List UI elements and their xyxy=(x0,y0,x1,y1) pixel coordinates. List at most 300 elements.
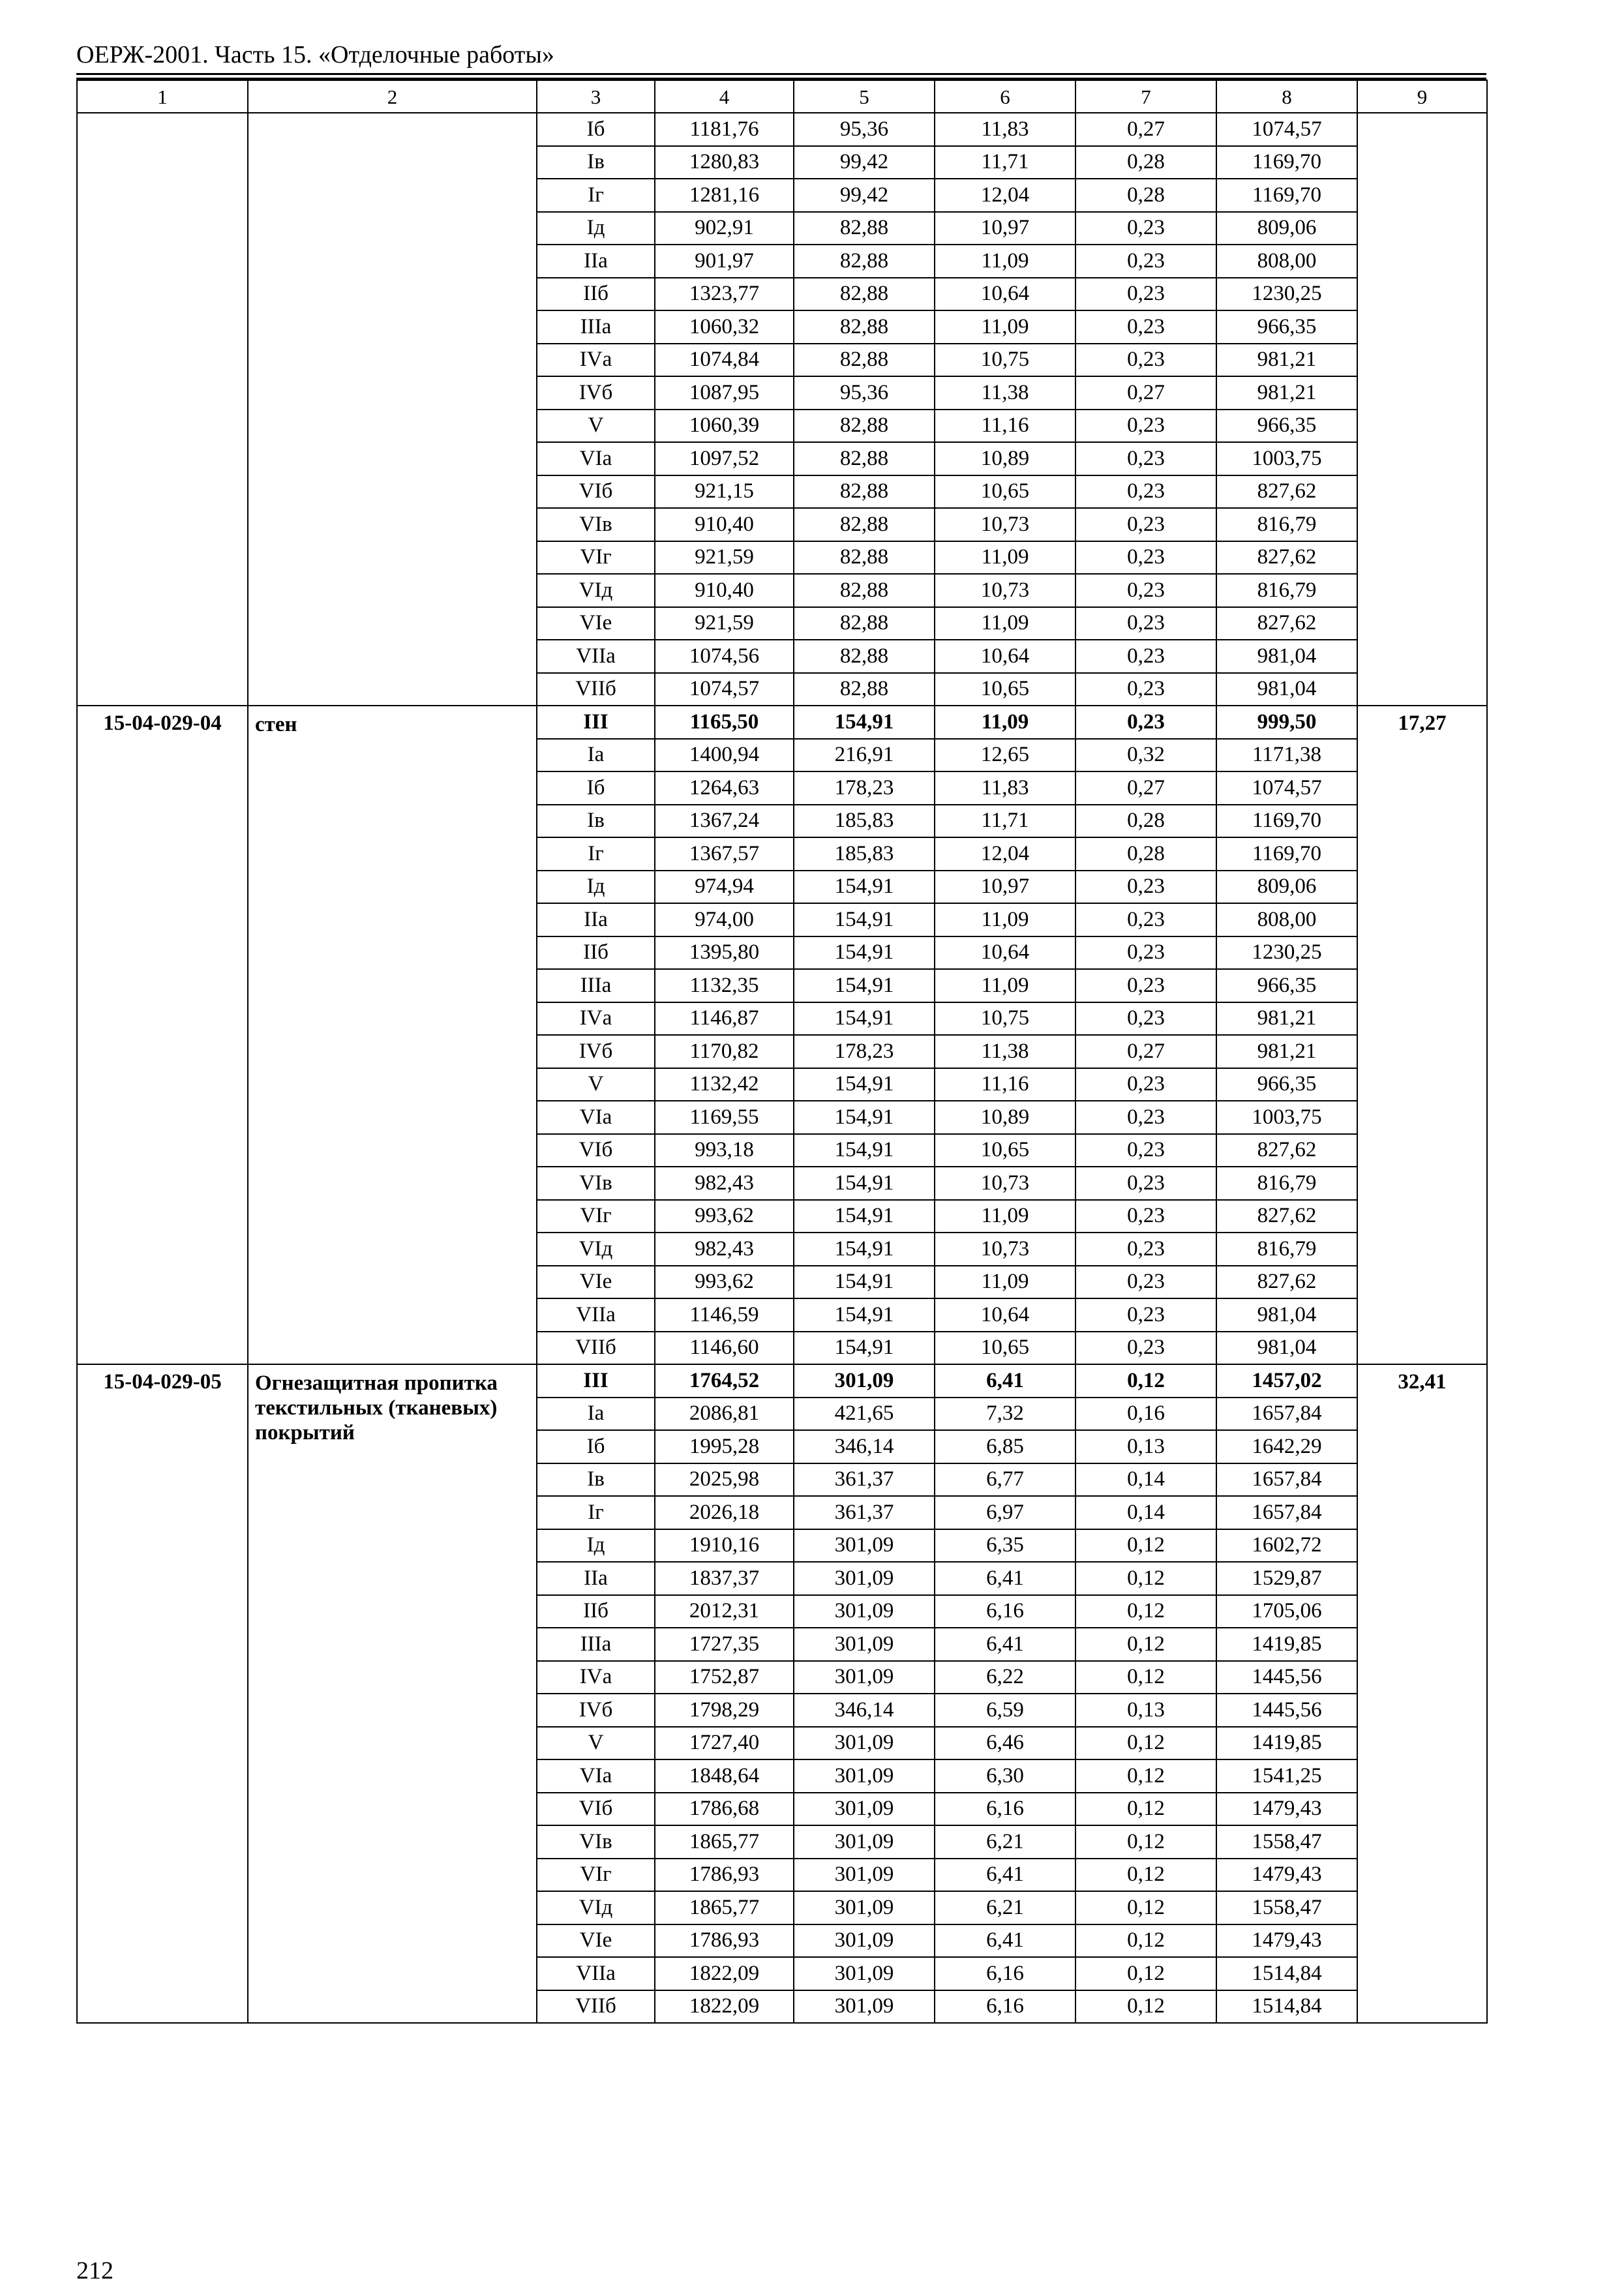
machine-operation: 11,09 xyxy=(935,706,1075,739)
region-zone: Iг xyxy=(537,1496,655,1529)
region-zone: Iг xyxy=(537,179,655,212)
worker-wages: 178,23 xyxy=(794,771,935,805)
materials-cost: 1558,47 xyxy=(1216,1891,1357,1924)
driver-wages: 0,23 xyxy=(1075,1298,1216,1332)
driver-wages: 0,23 xyxy=(1075,344,1216,377)
region-zone: IIб xyxy=(537,936,655,970)
direct-cost: 1848,64 xyxy=(655,1759,794,1793)
driver-wages: 0,23 xyxy=(1075,1134,1216,1167)
machine-operation: 11,09 xyxy=(935,607,1075,640)
driver-wages: 0,12 xyxy=(1075,1759,1216,1793)
direct-cost: 1146,60 xyxy=(655,1332,794,1365)
price-index: 32,41 xyxy=(1357,1364,1487,2023)
worker-wages: 185,83 xyxy=(794,805,935,838)
worker-wages: 154,91 xyxy=(794,1233,935,1266)
worker-wages: 154,91 xyxy=(794,1002,935,1036)
machine-operation: 11,38 xyxy=(935,1035,1075,1068)
worker-wages: 82,88 xyxy=(794,475,935,509)
machine-operation: 11,83 xyxy=(935,113,1075,146)
driver-wages: 0,23 xyxy=(1075,1332,1216,1365)
materials-cost: 999,50 xyxy=(1216,706,1357,739)
driver-wages: 0,27 xyxy=(1075,113,1216,146)
materials-cost: 1074,57 xyxy=(1216,771,1357,805)
region-zone: V xyxy=(537,410,655,443)
region-zone: VIIб xyxy=(537,1990,655,2024)
materials-cost: 981,04 xyxy=(1216,1298,1357,1332)
materials-cost: 816,79 xyxy=(1216,1233,1357,1266)
driver-wages: 0,28 xyxy=(1075,146,1216,179)
worker-wages: 154,91 xyxy=(794,871,935,904)
region-zone: VIг xyxy=(537,1859,655,1892)
region-zone: VIIб xyxy=(537,673,655,706)
driver-wages: 0,23 xyxy=(1075,410,1216,443)
worker-wages: 361,37 xyxy=(794,1496,935,1529)
materials-cost: 981,21 xyxy=(1216,344,1357,377)
direct-cost: 974,94 xyxy=(655,871,794,904)
machine-operation: 10,65 xyxy=(935,1134,1075,1167)
direct-cost: 2026,18 xyxy=(655,1496,794,1529)
driver-wages: 0,23 xyxy=(1075,1167,1216,1200)
materials-cost: 981,04 xyxy=(1216,673,1357,706)
worker-wages: 178,23 xyxy=(794,1035,935,1068)
direct-cost: 1060,32 xyxy=(655,310,794,344)
region-zone: Iб xyxy=(537,113,655,146)
driver-wages: 0,23 xyxy=(1075,245,1216,278)
driver-wages: 0,27 xyxy=(1075,1035,1216,1068)
driver-wages: 0,12 xyxy=(1075,1364,1216,1398)
materials-cost: 827,62 xyxy=(1216,607,1357,640)
machine-operation: 10,73 xyxy=(935,1167,1075,1200)
direct-cost: 910,40 xyxy=(655,508,794,541)
materials-cost: 1445,56 xyxy=(1216,1694,1357,1727)
worker-wages: 154,91 xyxy=(794,1200,935,1233)
worker-wages: 154,91 xyxy=(794,706,935,739)
worker-wages: 154,91 xyxy=(794,1266,935,1299)
driver-wages: 0,23 xyxy=(1075,1002,1216,1036)
machine-operation: 12,04 xyxy=(935,179,1075,212)
worker-wages: 421,65 xyxy=(794,1398,935,1431)
driver-wages: 0,23 xyxy=(1075,574,1216,607)
driver-wages: 0,23 xyxy=(1075,1200,1216,1233)
worker-wages: 82,88 xyxy=(794,508,935,541)
direct-cost: 1822,09 xyxy=(655,1957,794,1990)
region-zone: VIа xyxy=(537,442,655,475)
machine-operation: 12,04 xyxy=(935,837,1075,871)
direct-cost: 1060,39 xyxy=(655,410,794,443)
direct-cost: 1132,42 xyxy=(655,1068,794,1101)
materials-cost: 981,04 xyxy=(1216,1332,1357,1365)
direct-cost: 1798,29 xyxy=(655,1694,794,1727)
item-name: Огнезащитная пропитка текстильных (тканевых) покрытий xyxy=(248,1364,537,2023)
driver-wages: 0,23 xyxy=(1075,1101,1216,1134)
materials-cost: 1479,43 xyxy=(1216,1924,1357,1958)
materials-cost: 1514,84 xyxy=(1216,1990,1357,2024)
materials-cost: 1657,84 xyxy=(1216,1398,1357,1431)
driver-wages: 0,23 xyxy=(1075,1233,1216,1266)
worker-wages: 154,91 xyxy=(794,1332,935,1365)
worker-wages: 301,09 xyxy=(794,1661,935,1694)
direct-cost: 982,43 xyxy=(655,1167,794,1200)
machine-operation: 10,65 xyxy=(935,1332,1075,1365)
materials-cost: 1230,25 xyxy=(1216,936,1357,970)
materials-cost: 1419,85 xyxy=(1216,1628,1357,1661)
worker-wages: 82,88 xyxy=(794,212,935,245)
worker-wages: 82,88 xyxy=(794,640,935,673)
machine-operation: 10,97 xyxy=(935,871,1075,904)
direct-cost: 1727,40 xyxy=(655,1727,794,1760)
driver-wages: 0,12 xyxy=(1075,1859,1216,1892)
worker-wages: 301,09 xyxy=(794,1793,935,1826)
machine-operation: 7,32 xyxy=(935,1398,1075,1431)
worker-wages: 301,09 xyxy=(794,1727,935,1760)
region-zone: IIа xyxy=(537,245,655,278)
direct-cost: 1087,95 xyxy=(655,376,794,410)
price-index: 17,27 xyxy=(1357,706,1487,1364)
driver-wages: 0,28 xyxy=(1075,805,1216,838)
header-rule-top xyxy=(76,73,1486,75)
materials-cost: 966,35 xyxy=(1216,310,1357,344)
region-zone: IVа xyxy=(537,1661,655,1694)
machine-operation: 6,22 xyxy=(935,1661,1075,1694)
machine-operation: 10,64 xyxy=(935,278,1075,311)
worker-wages: 346,14 xyxy=(794,1430,935,1463)
column-number: 6 xyxy=(935,80,1075,113)
region-zone: VIг xyxy=(537,1200,655,1233)
machine-operation: 11,38 xyxy=(935,376,1075,410)
direct-cost: 1097,52 xyxy=(655,442,794,475)
region-zone: VIд xyxy=(537,574,655,607)
worker-wages: 301,09 xyxy=(794,1759,935,1793)
materials-cost: 827,62 xyxy=(1216,541,1357,575)
direct-cost: 1165,50 xyxy=(655,706,794,739)
driver-wages: 0,14 xyxy=(1075,1463,1216,1497)
machine-operation: 11,16 xyxy=(935,1068,1075,1101)
worker-wages: 95,36 xyxy=(794,113,935,146)
region-zone: VIг xyxy=(537,541,655,575)
worker-wages: 154,91 xyxy=(794,1134,935,1167)
driver-wages: 0,13 xyxy=(1075,1430,1216,1463)
direct-cost: 921,59 xyxy=(655,607,794,640)
materials-cost: 1169,70 xyxy=(1216,805,1357,838)
machine-operation: 6,41 xyxy=(935,1859,1075,1892)
materials-cost: 981,04 xyxy=(1216,640,1357,673)
materials-cost: 1457,02 xyxy=(1216,1364,1357,1398)
materials-cost: 981,21 xyxy=(1216,1002,1357,1036)
machine-operation: 11,71 xyxy=(935,146,1075,179)
driver-wages: 0,23 xyxy=(1075,903,1216,936)
driver-wages: 0,23 xyxy=(1075,871,1216,904)
materials-cost: 1657,84 xyxy=(1216,1463,1357,1497)
materials-cost: 1541,25 xyxy=(1216,1759,1357,1793)
direct-cost: 2025,98 xyxy=(655,1463,794,1497)
region-zone: III xyxy=(537,1364,655,1398)
driver-wages: 0,23 xyxy=(1075,607,1216,640)
driver-wages: 0,28 xyxy=(1075,837,1216,871)
direct-cost: 1170,82 xyxy=(655,1035,794,1068)
region-zone: VIд xyxy=(537,1891,655,1924)
region-zone: Iа xyxy=(537,739,655,772)
direct-cost: 1865,77 xyxy=(655,1825,794,1859)
worker-wages: 99,42 xyxy=(794,146,935,179)
worker-wages: 301,09 xyxy=(794,1859,935,1892)
machine-operation: 10,65 xyxy=(935,673,1075,706)
materials-cost: 816,79 xyxy=(1216,508,1357,541)
region-zone: Iг xyxy=(537,837,655,871)
driver-wages: 0,23 xyxy=(1075,1266,1216,1299)
direct-cost: 1764,52 xyxy=(655,1364,794,1398)
direct-cost: 1146,87 xyxy=(655,1002,794,1036)
materials-cost: 816,79 xyxy=(1216,1167,1357,1200)
driver-wages: 0,23 xyxy=(1075,475,1216,509)
machine-operation: 11,16 xyxy=(935,410,1075,443)
worker-wages: 82,88 xyxy=(794,410,935,443)
driver-wages: 0,23 xyxy=(1075,442,1216,475)
driver-wages: 0,12 xyxy=(1075,1529,1216,1563)
worker-wages: 346,14 xyxy=(794,1694,935,1727)
direct-cost: 1865,77 xyxy=(655,1891,794,1924)
worker-wages: 82,88 xyxy=(794,245,935,278)
driver-wages: 0,12 xyxy=(1075,1661,1216,1694)
direct-cost: 1169,55 xyxy=(655,1101,794,1134)
region-zone: IIIа xyxy=(537,310,655,344)
driver-wages: 0,23 xyxy=(1075,706,1216,739)
materials-cost: 809,06 xyxy=(1216,871,1357,904)
machine-operation: 10,64 xyxy=(935,640,1075,673)
machine-operation: 11,09 xyxy=(935,1266,1075,1299)
region-zone: VIа xyxy=(537,1101,655,1134)
item-name: стен xyxy=(248,706,537,1364)
materials-cost: 1171,38 xyxy=(1216,739,1357,772)
machine-operation: 6,85 xyxy=(935,1430,1075,1463)
region-zone: Iв xyxy=(537,805,655,838)
machine-operation: 6,35 xyxy=(935,1529,1075,1563)
direct-cost: 910,40 xyxy=(655,574,794,607)
machine-operation: 10,97 xyxy=(935,212,1075,245)
driver-wages: 0,23 xyxy=(1075,278,1216,311)
materials-cost: 827,62 xyxy=(1216,1200,1357,1233)
materials-cost: 966,35 xyxy=(1216,410,1357,443)
machine-operation: 10,73 xyxy=(935,508,1075,541)
region-zone: IVб xyxy=(537,1035,655,1068)
region-zone: IVа xyxy=(537,344,655,377)
machine-operation: 11,09 xyxy=(935,245,1075,278)
direct-cost: 1181,76 xyxy=(655,113,794,146)
worker-wages: 301,09 xyxy=(794,1529,935,1563)
machine-operation: 10,73 xyxy=(935,1233,1075,1266)
machine-operation: 6,21 xyxy=(935,1825,1075,1859)
materials-cost: 1657,84 xyxy=(1216,1496,1357,1529)
worker-wages: 301,09 xyxy=(794,1628,935,1661)
machine-operation: 11,09 xyxy=(935,1200,1075,1233)
worker-wages: 154,91 xyxy=(794,936,935,970)
machine-operation: 6,30 xyxy=(935,1759,1075,1793)
direct-cost: 1367,57 xyxy=(655,837,794,871)
worker-wages: 82,88 xyxy=(794,442,935,475)
region-zone: Iб xyxy=(537,771,655,805)
region-zone: V xyxy=(537,1727,655,1760)
table-row xyxy=(77,706,1487,739)
direct-cost: 1995,28 xyxy=(655,1430,794,1463)
region-zone: IIа xyxy=(537,1562,655,1595)
driver-wages: 0,12 xyxy=(1075,1562,1216,1595)
region-zone: VIе xyxy=(537,1924,655,1958)
materials-cost: 1479,43 xyxy=(1216,1793,1357,1826)
driver-wages: 0,12 xyxy=(1075,1957,1216,1990)
region-zone: VIб xyxy=(537,475,655,509)
worker-wages: 301,09 xyxy=(794,1891,935,1924)
materials-cost: 827,62 xyxy=(1216,1266,1357,1299)
direct-cost: 1264,63 xyxy=(655,771,794,805)
materials-cost: 816,79 xyxy=(1216,574,1357,607)
direct-cost: 1395,80 xyxy=(655,936,794,970)
direct-cost: 902,91 xyxy=(655,212,794,245)
direct-cost: 1910,16 xyxy=(655,1529,794,1563)
direct-cost: 2086,81 xyxy=(655,1398,794,1431)
driver-wages: 0,23 xyxy=(1075,936,1216,970)
item-code: 15-04-029-04 xyxy=(77,706,248,1364)
materials-cost: 809,06 xyxy=(1216,212,1357,245)
machine-operation: 10,64 xyxy=(935,936,1075,970)
direct-cost: 1786,68 xyxy=(655,1793,794,1826)
driver-wages: 0,12 xyxy=(1075,1990,1216,2024)
worker-wages: 154,91 xyxy=(794,1298,935,1332)
column-number: 5 xyxy=(794,80,935,113)
direct-cost: 1281,16 xyxy=(655,179,794,212)
region-zone: VIв xyxy=(537,1825,655,1859)
machine-operation: 12,65 xyxy=(935,739,1075,772)
direct-cost: 1786,93 xyxy=(655,1924,794,1958)
region-zone: IIIа xyxy=(537,1628,655,1661)
worker-wages: 301,09 xyxy=(794,1562,935,1595)
item-code: 15-04-029-05 xyxy=(77,1364,248,2023)
worker-wages: 216,91 xyxy=(794,739,935,772)
driver-wages: 0,32 xyxy=(1075,739,1216,772)
direct-cost: 1837,37 xyxy=(655,1562,794,1595)
driver-wages: 0,27 xyxy=(1075,376,1216,410)
worker-wages: 301,09 xyxy=(794,1924,935,1958)
direct-cost: 1146,59 xyxy=(655,1298,794,1332)
direct-cost: 1280,83 xyxy=(655,146,794,179)
driver-wages: 0,14 xyxy=(1075,1496,1216,1529)
machine-operation: 6,16 xyxy=(935,1957,1075,1990)
region-zone: VIб xyxy=(537,1134,655,1167)
machine-operation: 6,41 xyxy=(935,1364,1075,1398)
direct-cost: 993,18 xyxy=(655,1134,794,1167)
machine-operation: 6,46 xyxy=(935,1727,1075,1760)
driver-wages: 0,23 xyxy=(1075,541,1216,575)
worker-wages: 82,88 xyxy=(794,344,935,377)
driver-wages: 0,12 xyxy=(1075,1727,1216,1760)
worker-wages: 82,88 xyxy=(794,278,935,311)
direct-cost: 974,00 xyxy=(655,903,794,936)
machine-operation: 10,65 xyxy=(935,475,1075,509)
driver-wages: 0,23 xyxy=(1075,640,1216,673)
materials-cost: 1074,57 xyxy=(1216,113,1357,146)
machine-operation: 6,59 xyxy=(935,1694,1075,1727)
column-number-row xyxy=(77,80,1487,113)
machine-operation: 6,77 xyxy=(935,1463,1075,1497)
region-zone: Iв xyxy=(537,146,655,179)
machine-operation: 6,97 xyxy=(935,1496,1075,1529)
direct-cost: 921,15 xyxy=(655,475,794,509)
driver-wages: 0,23 xyxy=(1075,310,1216,344)
region-zone: IIб xyxy=(537,1595,655,1628)
region-zone: Iд xyxy=(537,1529,655,1563)
direct-cost: 993,62 xyxy=(655,1200,794,1233)
column-number: 1 xyxy=(77,80,248,113)
region-zone: V xyxy=(537,1068,655,1101)
materials-cost: 1602,72 xyxy=(1216,1529,1357,1563)
driver-wages: 0,12 xyxy=(1075,1793,1216,1826)
driver-wages: 0,12 xyxy=(1075,1825,1216,1859)
machine-operation: 6,16 xyxy=(935,1990,1075,2024)
machine-operation: 6,16 xyxy=(935,1793,1075,1826)
worker-wages: 82,88 xyxy=(794,310,935,344)
materials-cost: 1169,70 xyxy=(1216,146,1357,179)
materials-cost: 1642,29 xyxy=(1216,1430,1357,1463)
region-zone: Iа xyxy=(537,1398,655,1431)
materials-cost: 966,35 xyxy=(1216,969,1357,1002)
driver-wages: 0,27 xyxy=(1075,771,1216,805)
driver-wages: 0,12 xyxy=(1075,1924,1216,1958)
materials-cost: 1529,87 xyxy=(1216,1562,1357,1595)
name-cell-continued xyxy=(248,113,537,706)
index-cell-continued xyxy=(1357,113,1487,706)
page-number: 212 xyxy=(76,2257,113,2284)
worker-wages: 82,88 xyxy=(794,541,935,575)
materials-cost: 827,62 xyxy=(1216,1134,1357,1167)
direct-cost: 1367,24 xyxy=(655,805,794,838)
driver-wages: 0,23 xyxy=(1075,673,1216,706)
direct-cost: 1727,35 xyxy=(655,1628,794,1661)
driver-wages: 0,12 xyxy=(1075,1891,1216,1924)
machine-operation: 6,16 xyxy=(935,1595,1075,1628)
region-zone: VIд xyxy=(537,1233,655,1266)
worker-wages: 301,09 xyxy=(794,1364,935,1398)
worker-wages: 154,91 xyxy=(794,1101,935,1134)
materials-cost: 1479,43 xyxy=(1216,1859,1357,1892)
table-row xyxy=(77,1364,1487,1398)
driver-wages: 0,23 xyxy=(1075,508,1216,541)
region-zone: Iв xyxy=(537,1463,655,1497)
worker-wages: 154,91 xyxy=(794,1068,935,1101)
region-zone: IIIа xyxy=(537,969,655,1002)
machine-operation: 10,75 xyxy=(935,1002,1075,1036)
direct-cost: 901,97 xyxy=(655,245,794,278)
materials-cost: 1169,70 xyxy=(1216,179,1357,212)
machine-operation: 10,73 xyxy=(935,574,1075,607)
materials-cost: 981,21 xyxy=(1216,376,1357,410)
machine-operation: 11,71 xyxy=(935,805,1075,838)
region-zone: VIа xyxy=(537,1759,655,1793)
region-zone: Iд xyxy=(537,871,655,904)
materials-cost: 827,62 xyxy=(1216,475,1357,509)
driver-wages: 0,12 xyxy=(1075,1595,1216,1628)
region-zone: Iд xyxy=(537,212,655,245)
machine-operation: 6,21 xyxy=(935,1891,1075,1924)
driver-wages: 0,23 xyxy=(1075,212,1216,245)
worker-wages: 95,36 xyxy=(794,376,935,410)
direct-cost: 1786,93 xyxy=(655,1859,794,1892)
machine-operation: 10,75 xyxy=(935,344,1075,377)
driver-wages: 0,23 xyxy=(1075,969,1216,1002)
materials-cost: 1445,56 xyxy=(1216,1661,1357,1694)
direct-cost: 1752,87 xyxy=(655,1661,794,1694)
table-body xyxy=(77,80,1487,2023)
region-zone: Iб xyxy=(537,1430,655,1463)
rates-table xyxy=(76,80,1488,2024)
column-number: 2 xyxy=(248,80,537,113)
